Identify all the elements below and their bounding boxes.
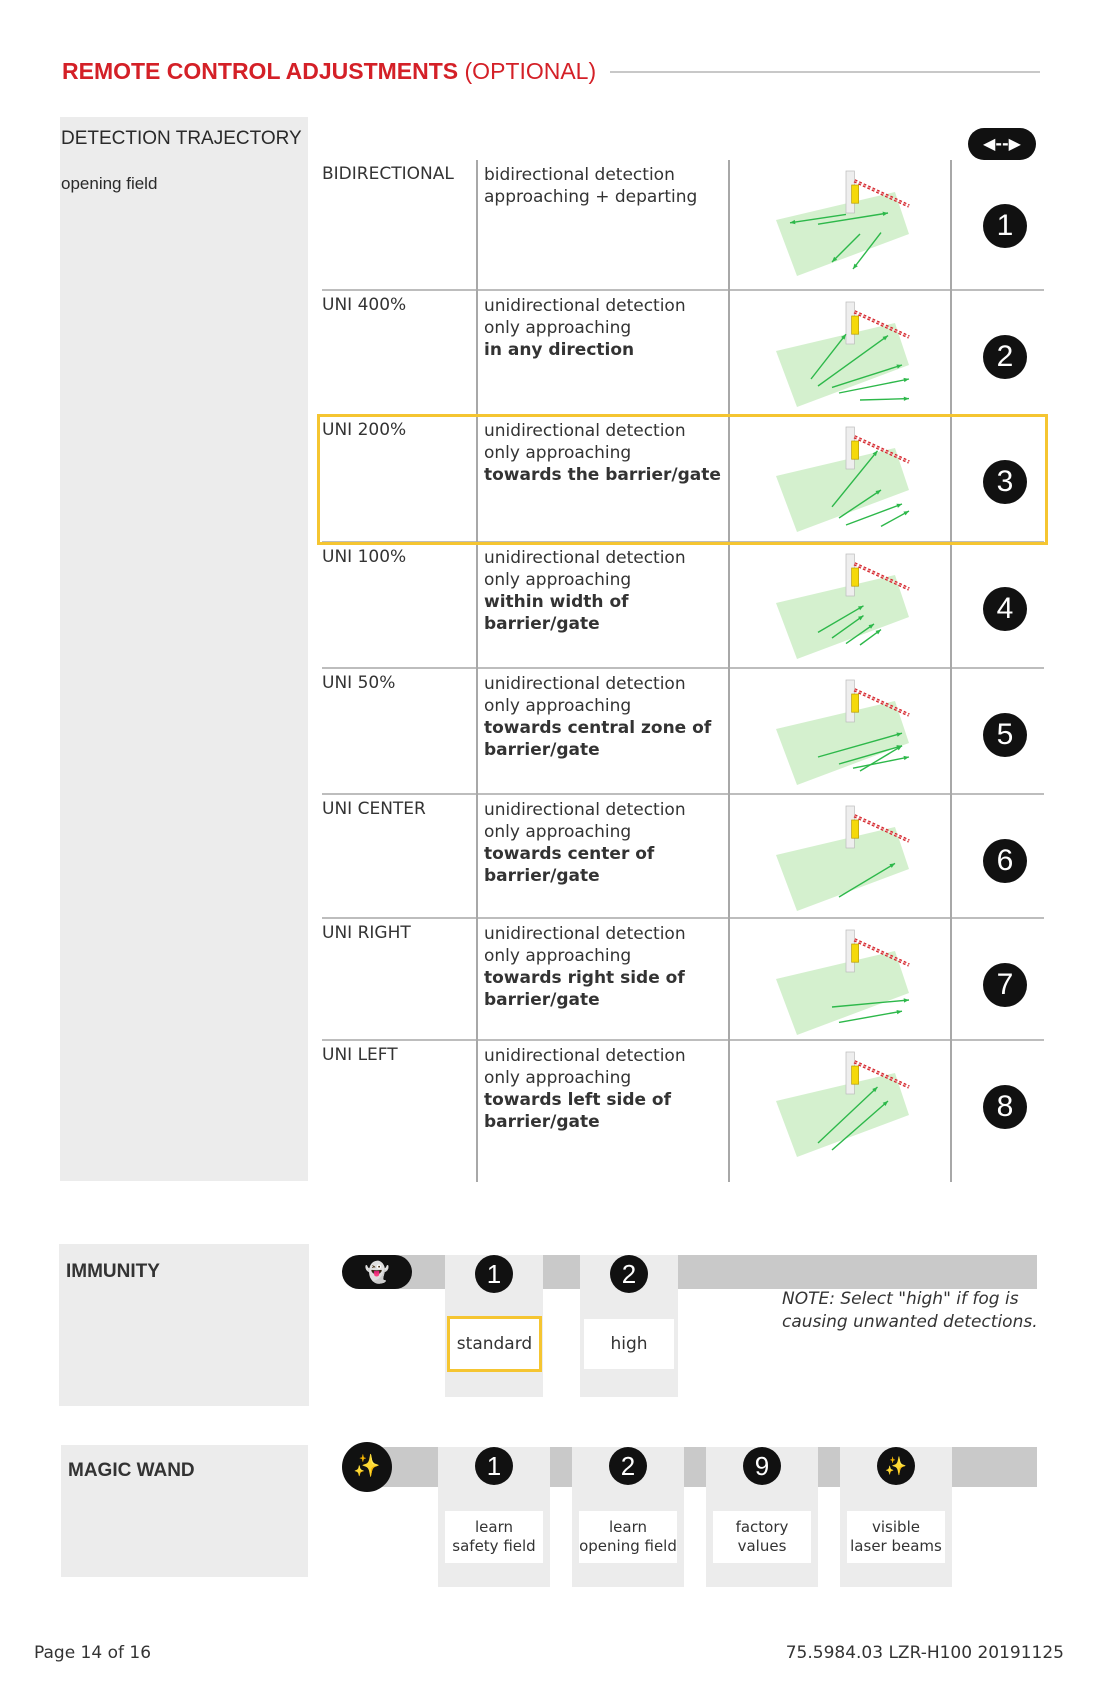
trajectory-row[interactable] (322, 919, 1044, 1041)
magic-wand-option[interactable] (579, 1511, 677, 1563)
description-line: towards central zone of barrier/gate (484, 718, 712, 760)
description-line: unidirectional detection (484, 296, 686, 316)
trajectory-description (484, 164, 724, 208)
description-line: only approaching (484, 822, 632, 842)
detection-panel (60, 117, 308, 1181)
magic-wand-option[interactable] (445, 1511, 543, 1563)
number-1-icon: 1 (475, 1447, 513, 1485)
description-line: approaching + departing (484, 187, 698, 207)
option-number-badge: 5 (983, 713, 1027, 757)
detection-field (776, 701, 909, 785)
barrier-detection-illustration (746, 295, 946, 407)
sensor-box (852, 568, 859, 586)
magic-wand-icon: ✨ (877, 1447, 915, 1485)
description-line: only approaching (484, 443, 632, 463)
trajectory-description (484, 799, 724, 887)
barrier-detection-illustration (746, 673, 946, 785)
barrier-detection-illustration (746, 164, 946, 276)
immunity-standard-option[interactable]: standard (447, 1316, 542, 1372)
magic-wand-heading: MAGIC WAND (68, 1460, 195, 1481)
option-number-badge: 4 (983, 587, 1027, 631)
description-line: unidirectional detection (484, 421, 686, 441)
description-line: only approaching (484, 318, 632, 338)
barrier-detection-illustration (746, 1045, 946, 1157)
title-rule (610, 71, 1040, 73)
option-number-badge: 7 (983, 963, 1027, 1007)
description-line: unidirectional detection (484, 1046, 686, 1066)
trajectory-description (484, 923, 724, 1011)
fog-note: NOTE: Select "high" if fog is causing unwanted detections. (782, 1289, 1038, 1332)
barrier-detection-illustration (746, 923, 946, 1035)
description-line: unidirectional detection (484, 800, 686, 820)
trajectory-mode-name: UNI 100% (322, 547, 407, 567)
trajectory-mode-name: UNI LEFT (322, 1045, 398, 1065)
option-number-badge: 8 (983, 1085, 1027, 1129)
trajectory-mode-name: UNI 400% (322, 295, 407, 315)
sensor-box (852, 820, 859, 838)
trajectory-mode-name: UNI RIGHT (322, 923, 411, 943)
number-9-icon: 9 (743, 1447, 781, 1485)
column-divider (950, 160, 952, 1182)
number-2-icon: 2 (609, 1447, 647, 1485)
option-number-badge: 1 (983, 204, 1027, 248)
trajectory-description (484, 1045, 724, 1133)
page-title: REMOTE CONTROL ADJUSTMENTS (OPTIONAL) (62, 58, 597, 84)
magic-wand-icon: ✨ (342, 1442, 392, 1492)
arrowhead (904, 397, 909, 401)
ghost-icon: 👻 (342, 1255, 412, 1289)
detection-field (776, 1073, 909, 1157)
option-number-badge: 3 (983, 460, 1027, 504)
barrier-detection-illustration (746, 799, 946, 911)
description-line: towards left side of barrier/gate (484, 1090, 672, 1132)
trajectory-description (484, 547, 724, 635)
option-label-line: values (737, 1537, 787, 1555)
trajectory-row[interactable] (322, 795, 1044, 919)
barrier-detection-illustration (746, 547, 946, 659)
sensor-box (852, 694, 859, 712)
number-1-icon: 1 (475, 1255, 513, 1293)
number-2-icon: 2 (610, 1255, 648, 1293)
description-line: only approaching (484, 570, 632, 590)
trajectory-row[interactable] (322, 1041, 1044, 1182)
sensor-box (852, 185, 859, 203)
option-label-line: safety field (452, 1537, 536, 1555)
bidirectional-arrows-icon: ◀--▶ (968, 128, 1036, 160)
detection-field (776, 575, 909, 659)
description-line: towards the barrier/gate (484, 465, 721, 485)
sensor-box (852, 316, 859, 334)
description-line: within width of barrier/gate (484, 592, 629, 634)
trajectory-row[interactable] (322, 160, 1044, 291)
description-line: towards right side of barrier/gate (484, 968, 685, 1010)
trajectory-mode-name: UNI 50% (322, 673, 396, 693)
sensor-box (852, 944, 859, 962)
trajectory-row[interactable] (322, 543, 1044, 669)
detection-subheading: opening field (61, 174, 158, 193)
description-line: towards center of barrier/gate (484, 844, 655, 886)
option-label-line: learn (475, 1518, 513, 1536)
description-line: unidirectional detection (484, 924, 686, 944)
trajectory-mode-name: UNI CENTER (322, 799, 426, 819)
column-divider (476, 160, 478, 1182)
trajectory-row[interactable] (322, 669, 1044, 795)
trajectory-description (484, 673, 724, 761)
column-divider (728, 160, 730, 1182)
option-number-badge: 6 (983, 839, 1027, 883)
description-line: only approaching (484, 696, 632, 716)
arrowhead (897, 1010, 902, 1014)
description-line: only approaching (484, 946, 632, 966)
option-label-line: factory (735, 1518, 789, 1536)
description-line: bidirectional detection (484, 165, 675, 185)
option-label-line: laser beams (850, 1537, 942, 1555)
description-line: only approaching (484, 1068, 632, 1088)
trajectory-description (484, 295, 724, 361)
page-number: Page 14 of 16 (34, 1643, 152, 1663)
trajectory-mode-name: BIDIRECTIONAL (322, 164, 454, 184)
magic-wand-option[interactable] (847, 1511, 945, 1563)
trajectory-mode-name: UNI 200% (322, 420, 407, 440)
option-label-line: learn (609, 1518, 647, 1536)
sensor-box (852, 1066, 859, 1084)
detection-field (776, 192, 909, 276)
description-line: in any direction (484, 340, 635, 360)
description-line: unidirectional detection (484, 548, 686, 568)
detection-field (776, 323, 909, 407)
approach-arrow (860, 399, 909, 400)
description-line: unidirectional detection (484, 674, 686, 694)
detection-heading: DETECTION TRAJECTORY (61, 128, 302, 149)
document-reference: 75.5984.03 LZR-H100 20191125 (785, 1643, 1064, 1663)
trajectory-row[interactable] (322, 291, 1044, 416)
option-label-line: opening field (579, 1537, 677, 1555)
immunity-high-option[interactable]: high (584, 1319, 674, 1369)
selected-option-highlight (317, 414, 1048, 545)
magic-wand-option[interactable] (713, 1511, 811, 1563)
detection-field (776, 827, 909, 911)
option-number-badge: 2 (983, 335, 1027, 379)
immunity-heading: IMMUNITY (66, 1261, 160, 1282)
option-label-line: visible (872, 1518, 920, 1536)
